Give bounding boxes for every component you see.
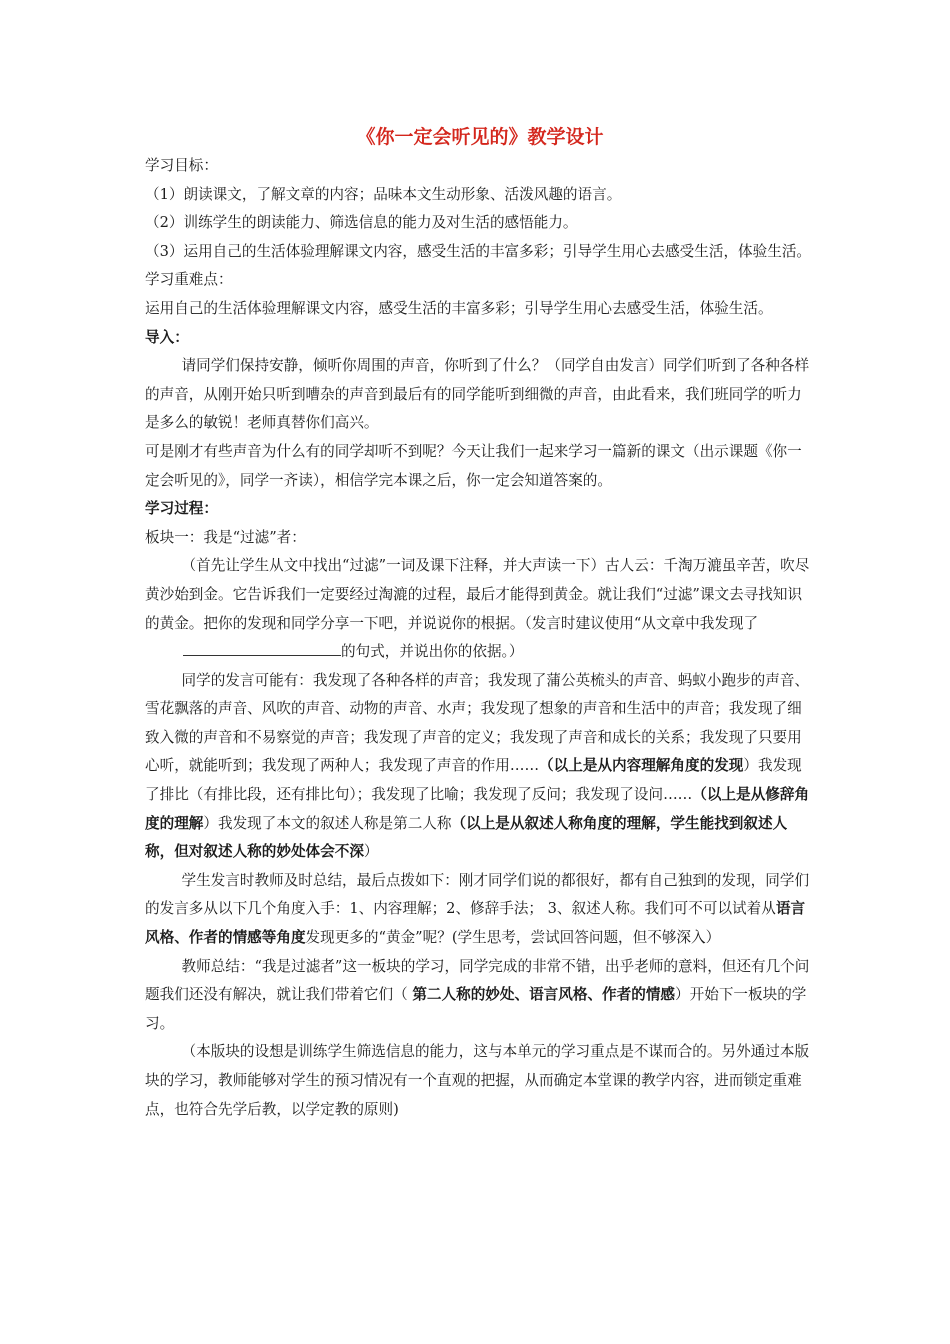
closing-paren: ） (363, 843, 379, 861)
keypoints-text: 运用自己的生活体验理解课文内容，感受生活的丰富多彩；引导学生用心去感受生活，体验生活。 (145, 299, 773, 317)
goal-item: （3）运用自己的生活体验理解课文内容，感受生活的丰富多彩；引导学生用心去感受生活，体验生活。 (145, 242, 812, 260)
teacher-text: 教师总结：“我是过滤者”这一板块的学习，同学完成的非常不错，出乎老师的意料，但还有几个问题我们还没有解决，就让我们带着它们（ (145, 957, 810, 1004)
summary-paragraph (145, 867, 815, 953)
keypoints-heading: 学习重难点： (145, 271, 233, 289)
summary-text: 发现更多的“黄金”呢？(学生思考，尝试回答问题，但不够深入） (305, 929, 721, 947)
design-note: （本版块的设想是训练学生筛选信息的能力，这与本单元的学习重点是不谋而合的。另外通过本版块的学习，教师能够对学生的预习情况有一个直观的把握，从而确定本堂课的教学内容，进而锁定重难点，也符合先学后教，以学定教的原则) (145, 1043, 810, 1118)
block1-paragraph: （首先让学生从文中找出“过滤”一词及课下注释，并大声读一下）古人云：千淘万漉虽辛苦，吹尽黄沙始到金。它告诉我们一定要经过淘漉的过程，最后才能得到黄金。就让我们“过滤”课文去寻找知识的黄金。把你的发现和同学分享一下吧，并说说你的根据。（发言时建议使用“从文章中我发现了 (145, 557, 810, 632)
teacher-summary-paragraph (145, 953, 815, 1039)
goals-heading: 学习目标： (145, 157, 218, 174)
intro-heading: 导入： (145, 328, 189, 346)
teacher-bold: 第二人称的妙处、语言风格、作者的情感 (412, 986, 676, 1004)
intro-paragraph: 可是刚才有些声音为什么有的同学却听不到呢？今天让我们一起来学习一篇新的课文（出示课题《你一定会听见的》，同学一齐读），相信学完本课之后，你一定会知道答案的。 (145, 442, 802, 489)
answers-paragraph (145, 667, 815, 867)
document-page (145, 110, 815, 1124)
answers-text: 同学的发言可能有：我发现了各种各样的声音；我发现了蒲公英梳头的声音、蚂蚁小跑步的声音、雪花飘落的声音、风吹的声音、动物的声音、水声；我发现了想象的声音和生活中的声音；我发现了细致入微的声音和不易察觉的声音；我发现了声音的定义；我发现了声音和成长的关系；我发现了只要用心听，就能听到；我发现了两种人；我发现了声音的作用…… (145, 671, 810, 775)
answers-bold: （以上是从内容理解角度的发现 (539, 757, 744, 775)
answers-bold: （以上是从修辞角度的理解 (145, 786, 810, 832)
summary-text: 学生发言时教师及时总结，最后点拨如下：刚才同学们说的都很好，都有自己独到的发现，同学们的发言多从以下几个角度入手：1、内容理解；2、修辞手法； 3、叙述人称。我们可不可以试着从 (145, 871, 810, 918)
document-title: 《你一定会听见的》教学设计 (356, 126, 604, 148)
teacher-text: ）开始下一板块的学习。 (145, 986, 807, 1032)
block1-heading: 板块一：我是“过滤”者： (145, 528, 306, 546)
fill-in-blank (183, 639, 341, 656)
summary-bold: 语言风格、作者的情感等角度 (145, 900, 806, 947)
process-heading: 学习过程： (145, 500, 218, 518)
answers-text: ）我发现了本文的叙述人称是第二人称 (203, 814, 452, 832)
block1-paragraph-tail (145, 638, 815, 667)
answers-text: ）我发现了排比（有排比段，还有排比句）；我发现了比喻；我发现了反问；我发现了设问…… (145, 757, 802, 804)
intro-paragraph: 请同学们保持安静，倾听你周围的声音，你听到了什么？（同学自由发言）同学们听到了各种各样的声音，从刚开始只听到嘈杂的声音到最后有的同学能听到细微的声音，由此看来，我们班同学的听力是多么的敏锐！老师真替你们高兴。 (145, 357, 810, 432)
goal-item: （2）训练学生的朗读能力、筛选信息的能力及对生活的感悟能力。 (145, 214, 578, 232)
block1-tail-text: 的句式，并说出你的依据。） (341, 643, 524, 661)
answers-bold: （以上是从叙述人称角度的理解，学生能找到叙述人称，但对叙述人称的妙处体会不深 (145, 814, 788, 861)
goal-item: （1）朗读课文，了解文章的内容；品味本文生动形象、活泼风趣的语言。 (145, 185, 622, 203)
